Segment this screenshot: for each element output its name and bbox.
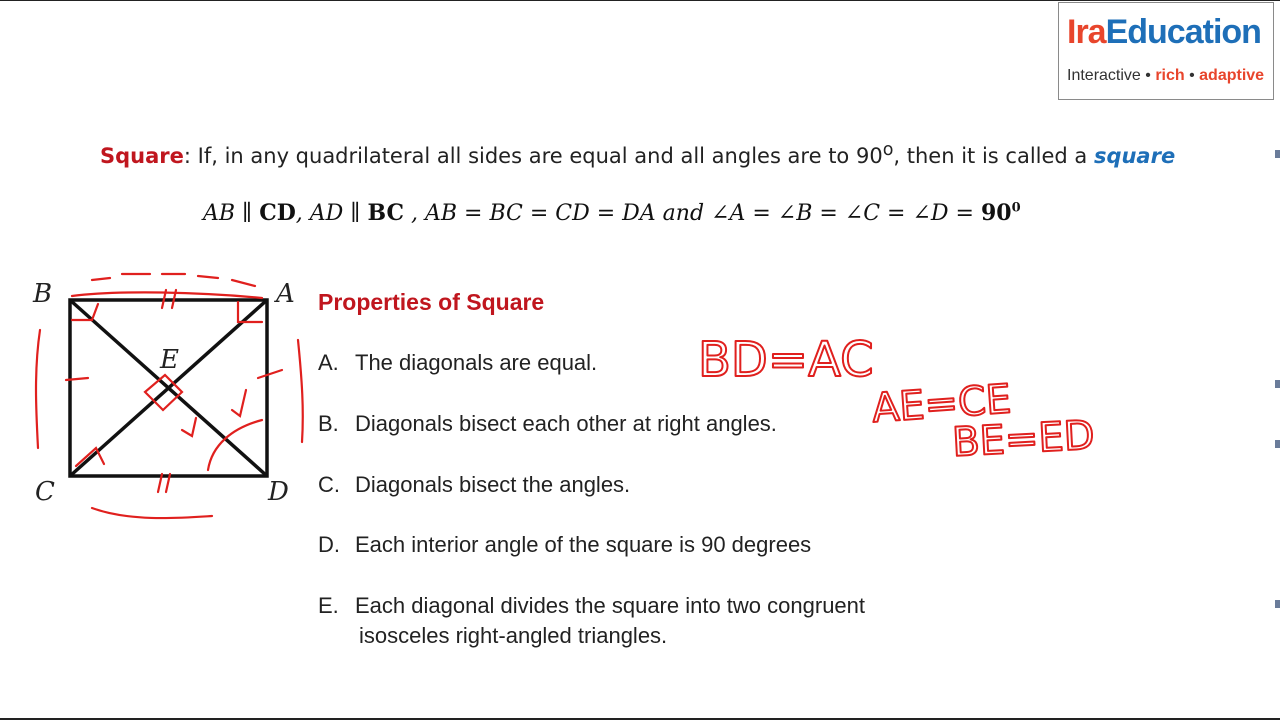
- svg-text:BD=AC: BD=AC: [698, 332, 874, 388]
- note-bd-equals-ac: [698, 332, 874, 388]
- property-item: B. Diagonals bisect each other at right angles.: [318, 411, 777, 436]
- vertex-label-a: A: [276, 279, 295, 309]
- svg-text:AE=CE: AE=CE: [870, 376, 1013, 432]
- definition-term: Square: [100, 144, 184, 168]
- square-definition: Square: If, in any quadrilateral all sides are equal and all angles are to 90$^o$, then it is called a square: [100, 140, 1176, 168]
- property-item: E. Each diagonal divides the square into two congruent: [318, 593, 866, 618]
- property-item-continuation: isosceles right-angled triangles.: [359, 623, 668, 648]
- svg-text:BE=ED: BE=ED: [951, 412, 1096, 466]
- logo-tagline: Interactive • rich • adaptive: [1067, 67, 1265, 84]
- property-item: D. Each interior angle of the square is 90 degrees: [318, 532, 812, 557]
- square-formula: AB ∥ CD, AD ∥ BC , AB = BC = CD = DA and ∠A = ∠B = ∠C = ∠D = $90^0$: [203, 200, 1021, 226]
- property-item: A. The diagonals are equal.: [318, 350, 598, 375]
- note-be-equals-ed: [951, 413, 1096, 466]
- vertex-label-e: E: [160, 345, 179, 375]
- properties-title: Properties of Square: [318, 289, 545, 315]
- vertex-label-c: C: [35, 477, 55, 507]
- logo-wordmark: IraEducation: [1067, 13, 1261, 51]
- property-item: C. Diagonals bisect the angles.: [318, 472, 631, 497]
- vertex-label-b: B: [33, 279, 53, 309]
- definition-emphasis: square: [1093, 144, 1176, 168]
- vertex-label-d: D: [268, 477, 289, 507]
